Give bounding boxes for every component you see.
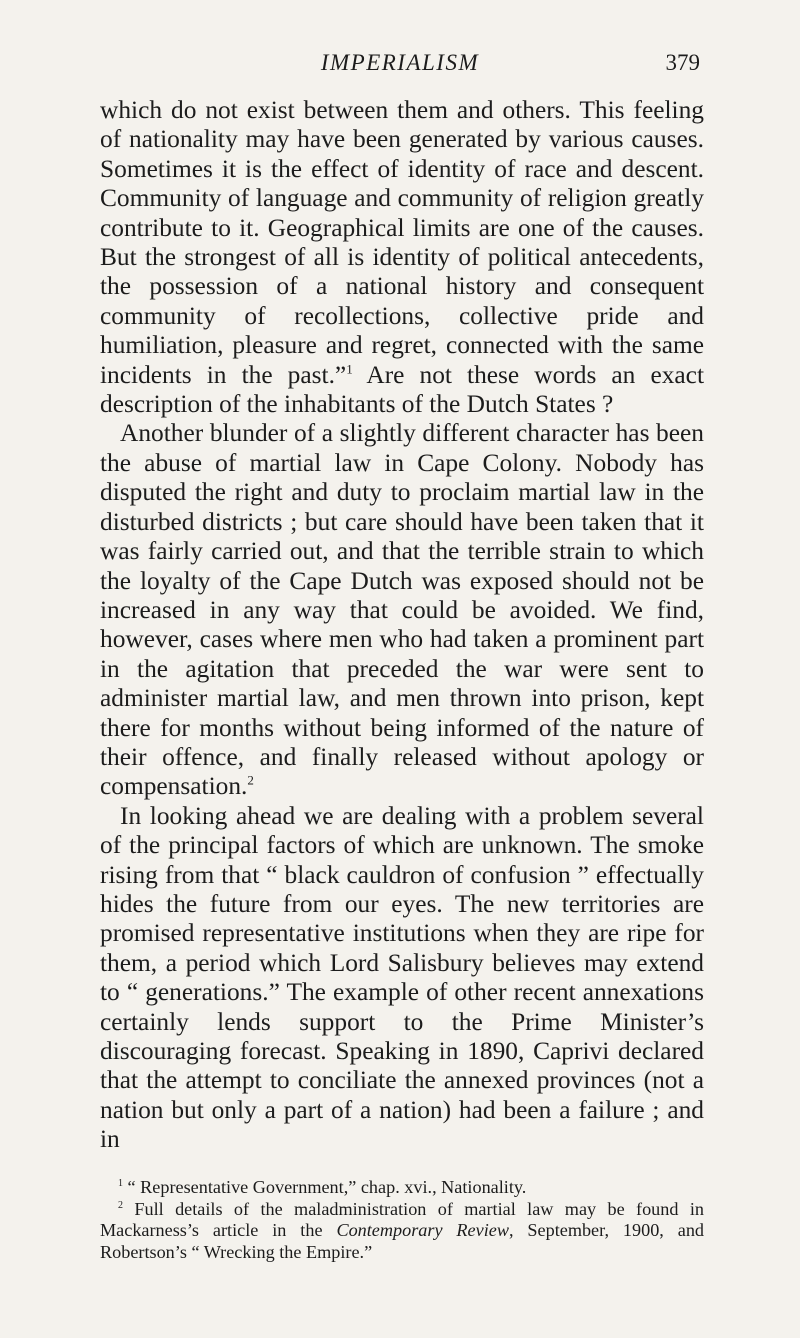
footnote-2-mark: 2 [118, 1199, 123, 1211]
paragraph-1-text: which do not exist between them and others. This feeling of nationality may have been generated by various causes. Sometimes it is the effect of identity of race and descent. Community of language and community of religion greatly contribute to it. Geographical limits are one of the causes. But the strongest of all is identity of political antecedents, the possession of a national history and consequent community of recollections, collective pride and humiliation, pleasure and regret, connected with the same incidents in the past.” [100, 96, 704, 389]
running-title: IMPERIALISM [320, 50, 480, 75]
footnote-ref-1: 1 [346, 361, 353, 377]
footnotes [100, 1177, 704, 1263]
footnote-2 [100, 1199, 704, 1264]
footnote-2-journal: Contemporary Review [336, 1220, 509, 1240]
running-head [0, 44, 800, 84]
footnote-ref-2: 2 [247, 772, 254, 788]
footnote-1 [100, 1177, 704, 1199]
paragraph-1 [100, 96, 704, 419]
paragraph-2 [100, 419, 704, 801]
paragraph-3: In looking ahead we are dealing with a problem several of the principal factors of which are unknown. The smoke rising from that “ black cauldron of confusion ” effectually hides the future from our eyes. The new territories are promised representative institutions when they are ripe for them, a period which Lord Salisbury believes may extend to “ generations.” The example of other recent annexations certainly lends support to the Prime Minister’s discouraging forecast. Speaking in 1890, Caprivi declared that the attempt to conciliate the annexed provinces (not a nation but only a part of a nation) had been a failure ; and in [100, 801, 704, 1154]
footnote-1-text: “ Representative Government,” chap. xvi., Nationality. [123, 1177, 527, 1197]
footnote-1-mark: 1 [118, 1177, 123, 1189]
body-text [100, 96, 704, 1155]
footnote-2-text: Full details of the maladministration of martial law may be found in Mackarness’s article in the [100, 1198, 704, 1240]
paragraph-2-text: Another blunder of a slightly different character has been the abuse of martial law in Cape Colony. Nobody has disputed the right and duty to proclaim martial law in the disturbed districts ; but care should have been taken that it was fairly carried out, and that the terrible strain to which the loyalty of the Cape Dutch was exposed should not be increased in any way that could be avoided. We find, however, cases where men who had taken a prominent part in the agitation that preceded the war were sent to administer martial law, and men thrown into prison, kept there for months without being informed of the nature of their offence, and finally released without apology or compensation. [100, 419, 704, 801]
footnote-2-text-cont: , September, 1900, and Robertson’s “ Wrecking the Empire.” [100, 1220, 705, 1262]
page-number: 379 [665, 50, 700, 75]
paragraph-1-text-cont: Are not these words an exact description of the inhabitants of the Dutch States ? [100, 360, 704, 419]
